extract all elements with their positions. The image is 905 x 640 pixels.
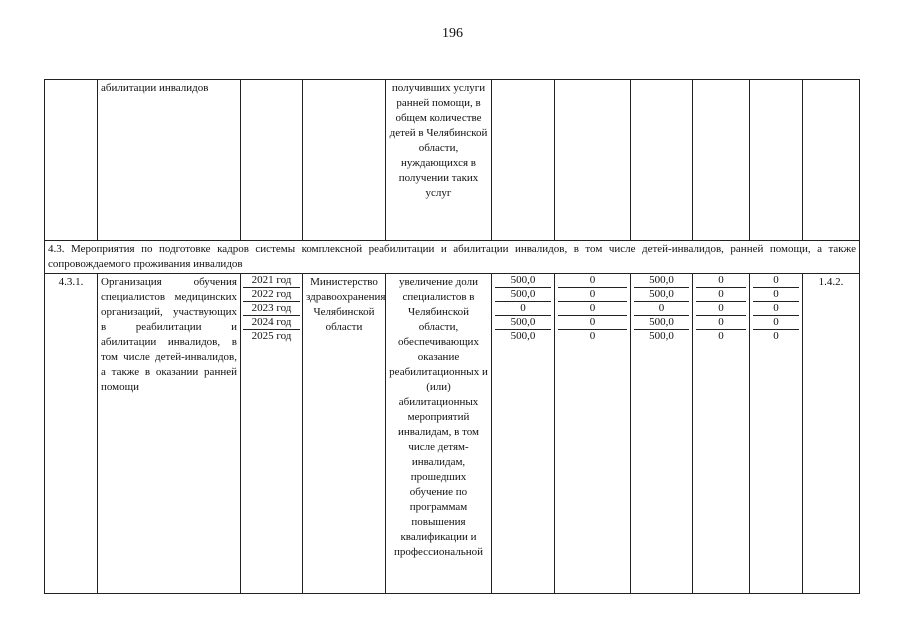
item-regional-column (631, 274, 693, 594)
item-local-column (693, 274, 750, 594)
item-executor: Министерство здравоохранения Челябинской области (303, 274, 386, 594)
item-row (45, 274, 860, 594)
value-cell: 500,0 (634, 316, 689, 330)
cell-measure-name: абилитации инвалидов (98, 80, 241, 241)
value-cell: 0 (753, 316, 799, 330)
cell-years (241, 80, 303, 241)
value-cell: 500,0 (510, 330, 536, 342)
year-label: 2021 год (243, 274, 300, 288)
value-cell: 0 (696, 316, 746, 330)
item-link: 1.4.2. (803, 274, 860, 594)
value-cell: 0 (558, 316, 627, 330)
value-cell: 0 (558, 288, 627, 302)
continuation-row (45, 80, 860, 241)
item-indicator: увеличение доли специалистов в Челябинской области, обеспечивающих оказание реабилитационных и (или) абилитационных мероприятий инвалидам, в том числе детям-инвалидам, прошедших обучение по программам повышения квалификации и профессиональной (386, 274, 492, 594)
cell-regional (631, 80, 693, 241)
value-cell: 0 (558, 274, 627, 288)
cell-number (45, 80, 98, 241)
value-cell: 0 (753, 302, 799, 316)
value-cell: 0 (773, 330, 779, 342)
value-cell: 0 (696, 274, 746, 288)
section-header-row (45, 241, 860, 274)
item-other-column (750, 274, 803, 594)
cell-executor (303, 80, 386, 241)
cell-federal (555, 80, 631, 241)
value-cell: 0 (718, 330, 724, 342)
value-cell: 0 (558, 302, 627, 316)
item-number: 4.3.1. (45, 274, 98, 594)
year-label: 2024 год (243, 316, 300, 330)
year-label: 2022 год (243, 288, 300, 302)
cell-other (750, 80, 803, 241)
value-cell: 0 (634, 302, 689, 316)
value-cell: 500,0 (634, 274, 689, 288)
page-number: 196 (442, 26, 463, 41)
section-title: 4.3. Мероприятия по подготовке кадров системы комплексной реабилитации и абилитации инвалидов, в том числе детей-инвалидов, ранней помощи, а также сопровождаемого проживания инвалидов (45, 241, 860, 274)
cell-total (492, 80, 555, 241)
item-years (241, 274, 303, 594)
value-cell: 500,0 (634, 288, 689, 302)
value-cell: 500,0 (495, 288, 551, 302)
value-cell: 500,0 (495, 316, 551, 330)
value-cell: 0 (696, 288, 746, 302)
value-cell: 500,0 (649, 330, 674, 342)
value-cell: 500,0 (495, 274, 551, 288)
item-federal-column (555, 274, 631, 594)
value-cell: 0 (753, 274, 799, 288)
cell-link (803, 80, 860, 241)
cell-indicator: получивших услуги ранней помощи, в общем количестве детей в Челябинской области, нуждающихся в получении таких услуг (386, 80, 492, 241)
program-table (44, 79, 860, 594)
value-cell: 0 (696, 302, 746, 316)
value-cell: 0 (589, 330, 596, 342)
year-label: 2025 год (251, 330, 292, 342)
item-name: Организация обучения специалистов медицинских организаций, участвующих в реабилитации и абилитации инвалидов, в том числе детей-инвалидов, а также в оказании ранней помощи (98, 274, 241, 594)
item-total-column (492, 274, 555, 594)
value-cell: 0 (753, 288, 799, 302)
cell-local (693, 80, 750, 241)
year-label: 2023 год (243, 302, 300, 316)
value-cell: 0 (495, 302, 551, 316)
